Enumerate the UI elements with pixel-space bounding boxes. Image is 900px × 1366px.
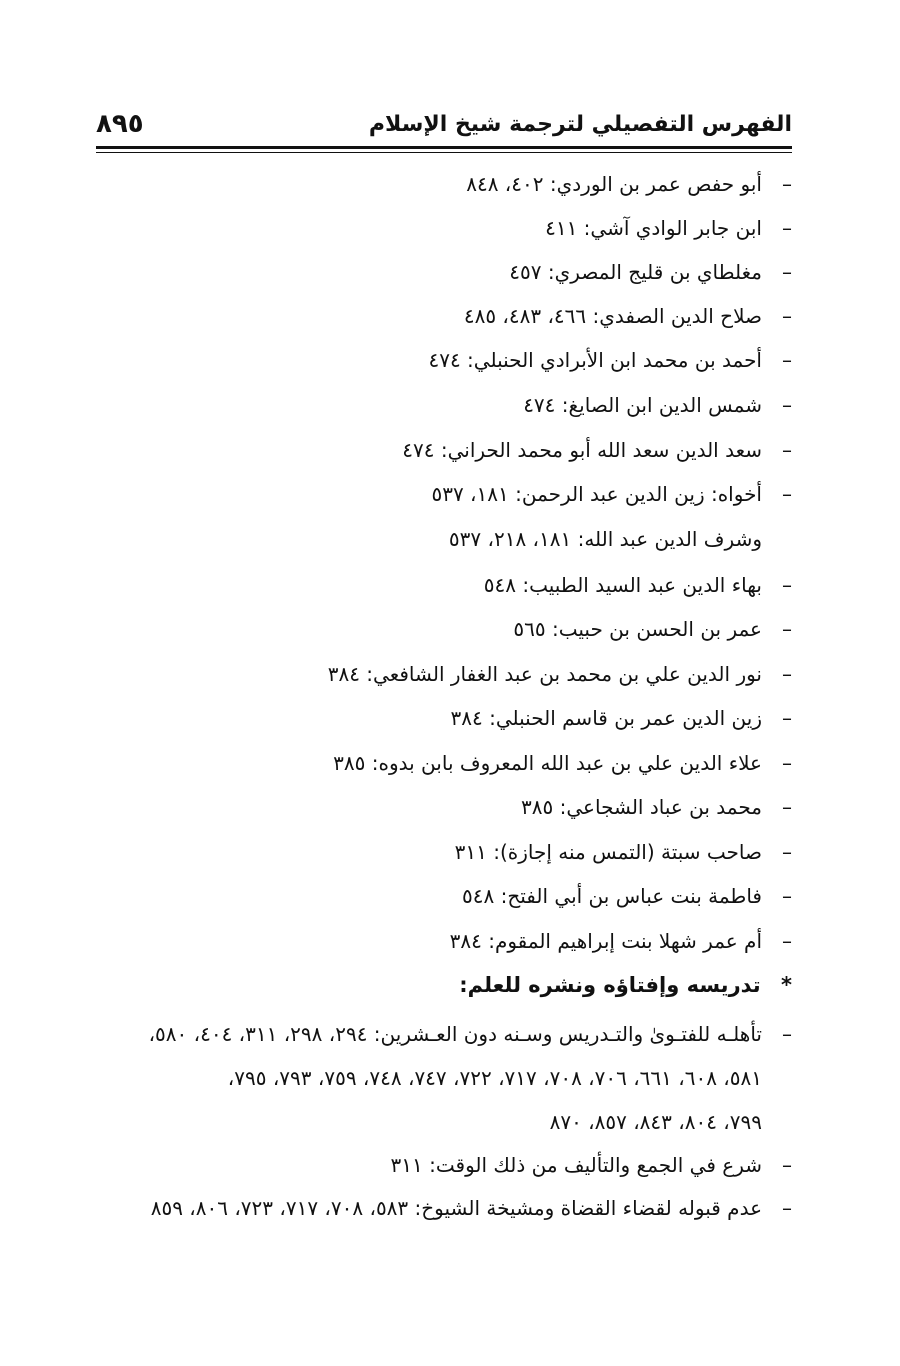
list-item-continuation — [550, 1110, 792, 1134]
list-item — [513, 617, 792, 641]
section-heading — [459, 973, 792, 997]
entry-text: تأهلـه للفتـوىٰ والتـدريس وسـنه دون العـشرين: ٢٩٤، ٢٩٨، ٣١١، ٤٠٤، ٥٨٠، — [148, 1022, 762, 1046]
entry-text: عمر بن الحسن بن حبيب: ٥٦٥ — [513, 617, 762, 641]
list-item — [484, 573, 792, 597]
header-title: الفهرس التفصيلي لترجمة شيخ الإسلام — [368, 112, 792, 137]
list-dash: – — [782, 438, 792, 462]
entry-text: شمس الدين ابن الصايغ: ٤٧٤ — [523, 393, 762, 417]
list-item — [333, 751, 792, 775]
entry-text: صلاح الدين الصفدي: ٤٦٦، ٤٨٣، ٤٨٥ — [463, 304, 762, 328]
list-dash: – — [782, 1196, 792, 1220]
list-item — [450, 929, 792, 953]
header-rule-thick — [96, 146, 792, 149]
list-item — [431, 482, 792, 506]
list-dash: – — [782, 482, 792, 506]
list-item — [151, 1196, 792, 1220]
entry-text: عدم قبوله لقضاء القضاة ومشيخة الشيوخ: ٥٨٣، ٧٠٨، ٧١٧، ٧٢٣، ٨٠٦، ٨٥٩ — [150, 1196, 762, 1220]
entry-text: ٥٨١، ٦٠٨، ٦٦١، ٧٠٦، ٧٠٨، ٧١٧، ٧٢٢، ٧٤٧، ٧٤٨، ٧٥٩، ٧٩٣، ٧٩٥، — [227, 1066, 762, 1090]
list-item — [455, 840, 792, 864]
entry-text: أم عمر شهلا بنت إبراهيم المقوم: ٣٨٤ — [449, 929, 762, 953]
header-rule-thin — [96, 152, 792, 153]
entry-text: بهاء الدين عبد السيد الطبيب: ٥٤٨ — [483, 573, 762, 597]
list-dash: – — [782, 662, 792, 686]
entry-text: صاحب سبتة (التمس منه إجازة): ٣١١ — [454, 840, 762, 864]
list-item — [462, 884, 792, 908]
asterisk-icon: * — [781, 973, 792, 997]
list-item-continuation — [100, 1066, 792, 1090]
list-dash: – — [782, 751, 792, 775]
list-item — [328, 662, 792, 686]
section-heading-text: تدريسه وإفتاؤه ونشره للعلم: — [459, 973, 761, 997]
list-dash: – — [782, 617, 792, 641]
entry-text: علاء الدين علي بن عبد الله المعروف بابن بدوه: ٣٨٥ — [333, 751, 762, 775]
list-dash: – — [782, 1153, 792, 1177]
list-item — [391, 1153, 792, 1177]
list-item — [545, 216, 792, 240]
entry-text: أحمد بن محمد ابن الأبرادي الحنبلي: ٤٧٤ — [428, 348, 762, 372]
list-item — [521, 795, 792, 819]
entry-text: ٧٩٩، ٨٠٤، ٨٤٣، ٨٥٧، ٨٧٠ — [549, 1110, 762, 1134]
list-dash: – — [782, 573, 792, 597]
list-dash: – — [782, 304, 792, 328]
entry-text: فاطمة بنت عباس بن أبي الفتح: ٥٤٨ — [462, 884, 762, 908]
entry-text: سعد الدين سعد الله أبو محمد الحراني: ٤٧٤ — [402, 438, 762, 462]
list-dash: – — [782, 260, 792, 284]
entry-text: مغلطاي بن قليج المصري: ٤٥٧ — [509, 260, 762, 284]
list-item-continuation — [449, 527, 792, 551]
entry-text: ابن جابر الوادي آشي: ٤١١ — [545, 216, 762, 240]
list-dash: – — [782, 884, 792, 908]
entry-text: محمد بن عباد الشجاعي: ٣٨٥ — [521, 795, 762, 819]
list-item — [464, 304, 792, 328]
list-item — [509, 260, 792, 284]
list-item — [466, 172, 792, 196]
entry-text: زين الدين عمر بن قاسم الحنبلي: ٣٨٤ — [450, 706, 762, 730]
list-dash: – — [782, 1022, 792, 1046]
entry-text: نور الدين علي بن محمد بن عبد الغفار الشافعي: ٣٨٤ — [327, 662, 762, 686]
list-dash: – — [782, 393, 792, 417]
list-item — [428, 348, 792, 372]
list-dash: – — [782, 840, 792, 864]
list-item — [402, 438, 792, 462]
entry-text: أخواه: زين الدين عبد الرحمن: ١٨١، ٥٣٧ — [431, 482, 762, 506]
list-item — [523, 393, 792, 417]
page-number: ٨٩٥ — [96, 109, 144, 139]
list-dash: – — [782, 172, 792, 196]
list-dash: – — [782, 216, 792, 240]
list-item — [100, 1022, 792, 1046]
list-dash: – — [782, 348, 792, 372]
list-dash: – — [782, 706, 792, 730]
list-dash: – — [782, 929, 792, 953]
list-dash: – — [782, 795, 792, 819]
list-item — [451, 706, 792, 730]
entry-text: وشرف الدين عبد الله: ١٨١، ٢١٨، ٥٣٧ — [448, 527, 762, 551]
page-header — [96, 109, 792, 146]
entry-text: شرع في الجمع والتأليف من ذلك الوقت: ٣١١ — [390, 1153, 762, 1177]
entry-text: أبو حفص عمر بن الوردي: ٤٠٢، ٨٤٨ — [466, 172, 762, 196]
